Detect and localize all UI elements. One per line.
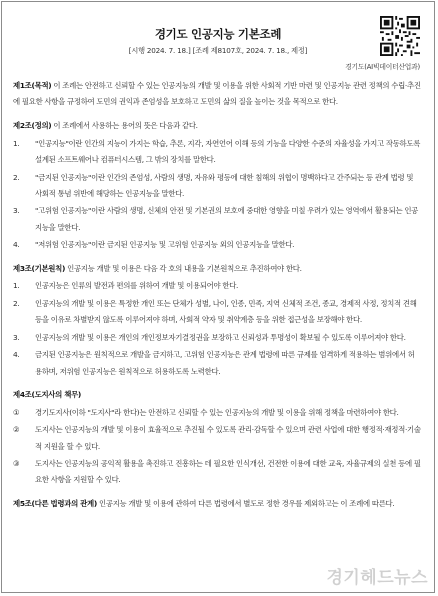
list-item bbox=[13, 330, 421, 346]
list-item bbox=[13, 203, 421, 236]
article-text: 이 조례에서 사용하는 용어의 뜻은 다음과 같다. bbox=[53, 121, 198, 131]
item-number: ② bbox=[13, 425, 20, 435]
list-item bbox=[13, 278, 421, 294]
list-item bbox=[13, 237, 421, 253]
article-heading: 제3조(기본원칙) bbox=[13, 264, 66, 274]
item-number: 2. bbox=[13, 172, 20, 182]
list-item bbox=[13, 296, 421, 329]
item-number: 4. bbox=[13, 240, 20, 250]
news-watermark: 경기헤드뉴스 bbox=[326, 568, 428, 588]
department-label: 경기도(AI빅데이터산업과) bbox=[345, 63, 420, 71]
list-item bbox=[13, 456, 421, 489]
article-heading: 제2조(정의) bbox=[13, 121, 52, 131]
item-number: 4. bbox=[13, 350, 20, 360]
item-text: 금지된 인공지능은 원칙적으로 개발을 금지하고, 고위험 인공지능은 관계 법령에 따른 규제를 엄격하게 적용하는 범위에서 허용하며, 저위험 인공지능은 원칙적으로 허용하도록 노력한다. bbox=[35, 350, 415, 376]
item-number: ③ bbox=[13, 459, 20, 469]
article-heading: 제1조(목적) bbox=[13, 81, 52, 90]
item-number: 3. bbox=[13, 332, 20, 342]
item-text: 인공지능은 인류의 발전과 편의를 위하여 개발 및 이용되어야 한다. bbox=[35, 281, 239, 291]
item-text: 도지사는 인공지능의 공익적 활용을 촉진하고 진흥하는 데 필요한 인식개선, 건전한 이용에 대한 교육, 자율규제의 실천 등에 필요한 사항을 지원할 수 있다. bbox=[35, 459, 421, 485]
ordinance-body bbox=[13, 78, 421, 520]
item-text: "인공지능"이란 인간의 지능이 가지는 학습, 추론, 지각, 자연언어 이해 등의 기능을 다양한 수준의 자율성을 가지고 작동하도록 설계된 소프트웨어나 컴퓨터시스템, 그 밖의 장치를 말한다. bbox=[35, 138, 421, 165]
article-3 bbox=[13, 261, 421, 380]
item-number: 1. bbox=[13, 281, 20, 291]
item-text: 경기도지사(이하 "도지사"라 한다)는 안전하고 신뢰할 수 있는 인공지능의 개발 및 이용을 위해 정책을 마련하여야 한다. bbox=[35, 407, 399, 417]
list-item bbox=[13, 405, 421, 421]
list-item bbox=[13, 422, 421, 455]
article-text: 인공지능 개발 및 이용에 관하여 다른 법령에서 별도로 정한 경우를 제외하고는 이 조례에 따른다. bbox=[99, 499, 395, 509]
article-heading: 제5조(다른 법령과의 관계) bbox=[13, 499, 97, 509]
item-number: 3. bbox=[13, 206, 20, 216]
item-text: 도지사는 인공지능의 개발 및 이용이 효율적으로 추진될 수 있도록 관리·감독할 수 있으며 관련 사업에 대한 행정적·재정적·기술적 지원을 할 수 있다. bbox=[35, 425, 421, 451]
article-4 bbox=[13, 387, 421, 488]
list-item bbox=[13, 136, 421, 169]
article-text: 이 조례는 안전하고 신뢰할 수 있는 인공지능의 개발 및 이용을 위한 사회적 기반 마련 및 인공지능 관련 정책의 수립·추진에 필요한 사항을 규정하여 도민의 권익과 존엄성을 보호하고 도민의 삶의 질을 높이는 것을 목적으로 한다. bbox=[13, 81, 421, 107]
article-5 bbox=[13, 496, 421, 512]
article-text: 인공지능 개발 및 이용은 다음 각 호의 내용을 기본원칙으로 추진하여야 한다. bbox=[67, 264, 302, 274]
list-item bbox=[13, 170, 421, 203]
enforcement-info: [시행 2024. 7. 18.] [조례 제8107호, 2024. 7. 18., 제정] bbox=[128, 46, 308, 55]
document-page bbox=[1, 1, 435, 593]
list-item bbox=[13, 347, 421, 380]
item-text: 인공지능의 개발 및 이용은 특정한 개인 또는 단체가 성별, 나이, 인종, 민족, 지역 신체적 조건, 종교, 경제적 사정, 정치적 견해 등을 이유로 차별받지 않도록 이루어져야 하며, 사회적 약자 및 취약계층 등을 위한 접근성을 보장해야 한다. bbox=[35, 298, 417, 325]
item-number: 2. bbox=[13, 298, 20, 308]
item-number: 1. bbox=[13, 138, 20, 148]
item-text: "저위험 인공지능"이란 금지된 인공지능 및 고위험 인공지능 외의 인공지능을 말한다. bbox=[35, 240, 295, 250]
item-number: ① bbox=[13, 407, 20, 417]
document-title: 경기도 인공지능 기본조례 bbox=[154, 27, 282, 41]
article-2 bbox=[13, 118, 421, 253]
item-text: "고위험 인공지능"이란 사람의 생명, 신체의 안전 및 기본권의 보호에 중대한 영향을 미칠 우려가 있는 영역에서 활용되는 인공지능을 말한다. bbox=[35, 206, 419, 232]
item-text: 인공지능의 개발 및 이용은 개인의 개인정보자기결정권을 보장하고 신뢰성과 투명성이 확보될 수 있도록 이루어져야 한다. bbox=[35, 332, 406, 342]
item-text: "금지된 인공지능"이란 인간의 존엄성, 사람의 생명, 자유와 평등에 대한 침해의 위협이 명백하다고 간주되는 등 관계 법령 및 사회적 통념 위반에 해당하는 인공지능을 말한다. bbox=[35, 172, 414, 198]
article-1 bbox=[13, 78, 421, 111]
article-heading: 제4조(도지사의 책무) bbox=[13, 390, 81, 400]
